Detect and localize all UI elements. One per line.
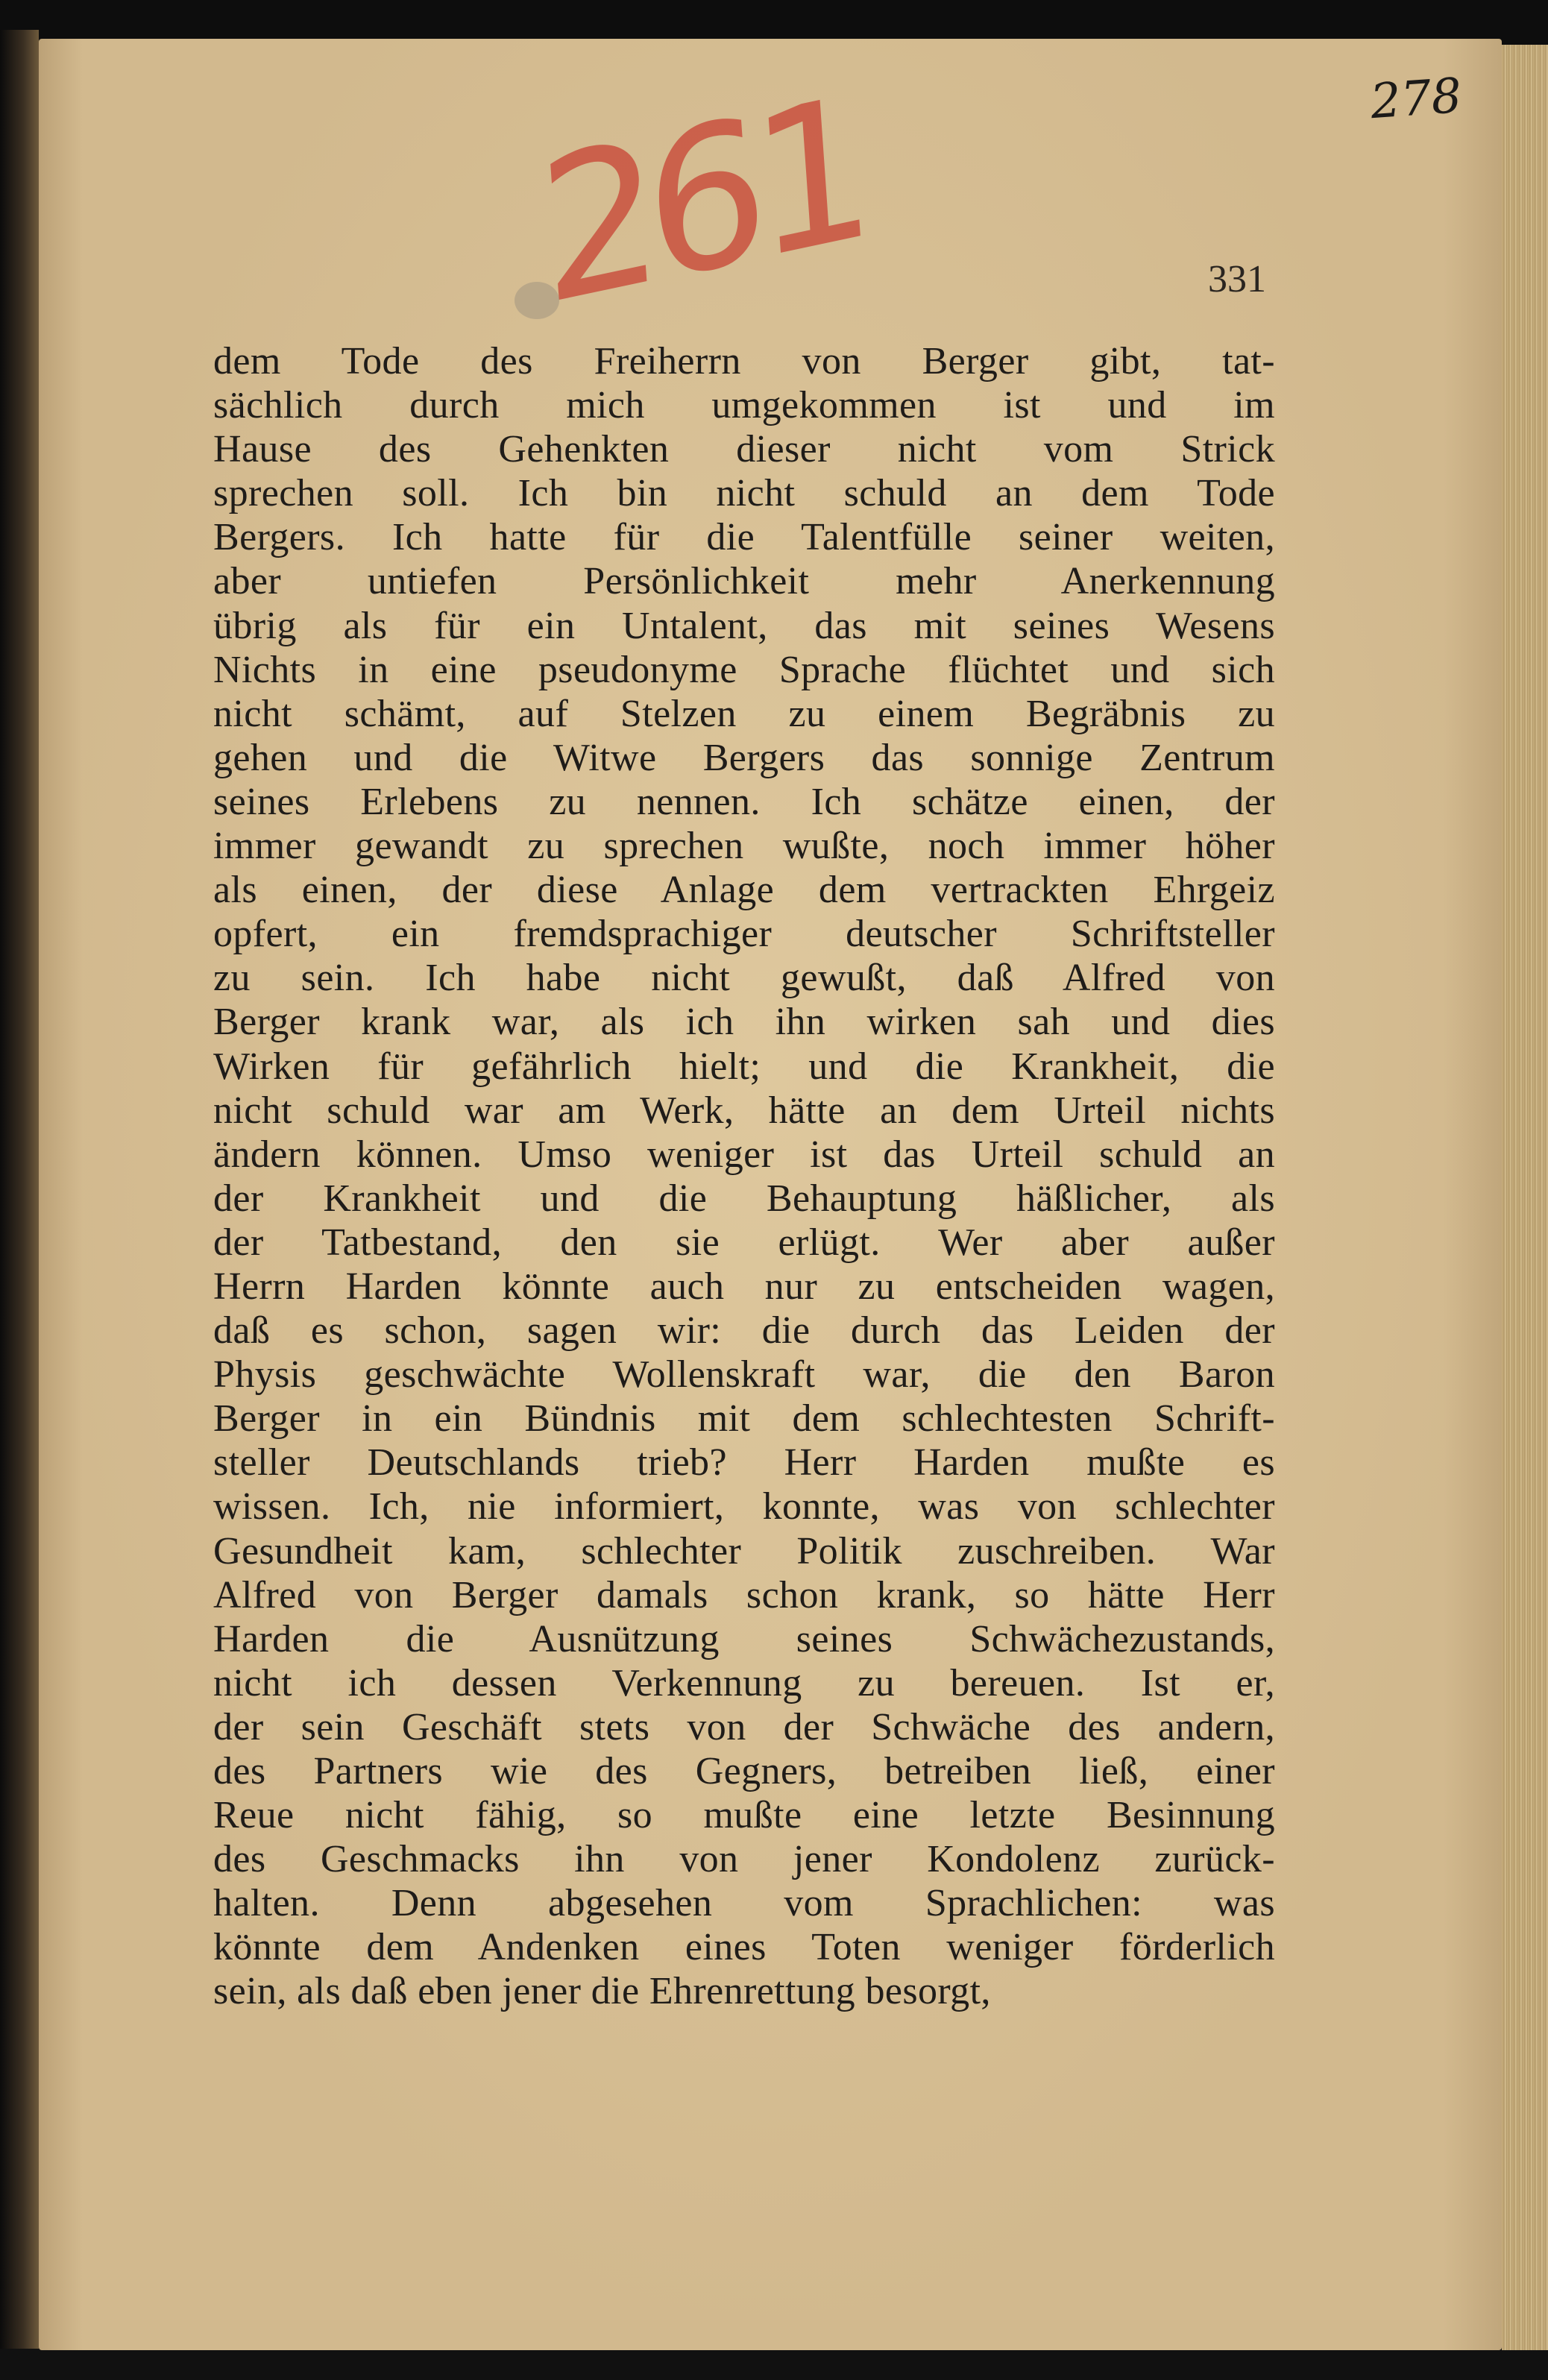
text-line: sein, als daß eben jener die Ehrenrettung besorgt, — [213, 1970, 991, 2013]
body-text — [213, 339, 1275, 2014]
text-line: gehen und die Witwe Bergers das sonnige Zentrum — [213, 736, 1275, 779]
text-line: nicht ich dessen Verkennung zu bereuen. Ist er, — [213, 1661, 1275, 1704]
text-line: steller Deutschlands trieb? Herr Harden mußte es — [213, 1441, 1275, 1485]
text-line: ändern können. Umso weniger ist das Urteil schuld an — [213, 1133, 1275, 1176]
text-line: Gesundheit kam, schlechter Politik zuschreiben. War — [213, 1529, 1275, 1572]
text-line: könnte dem Andenken eines Toten weniger förderlich — [213, 1926, 1275, 1969]
text-line: nicht schämt, auf Stelzen zu einem Begräbnis zu — [213, 692, 1275, 735]
page-stain — [515, 282, 559, 319]
text-line: Nichts in eine pseudonyme Sprache flüchtet und sich — [213, 648, 1275, 691]
text-line: Berger krank war, als ich ihn wirken sah und dies — [213, 1001, 1275, 1044]
text-line: Bergers. Ich hatte für die Talentfülle seiner weiten, — [213, 516, 1275, 559]
text-line: der Tatbestand, den sie erlügt. Wer aber außer — [213, 1221, 1275, 1264]
text-line: zu sein. Ich habe nicht gewußt, daß Alfred von — [213, 957, 1275, 1000]
text-line: halten. Denn abgesehen vom Sprachlichen: was — [213, 1882, 1275, 1925]
text-line: Physis geschwächte Wollenskraft war, die den Baron — [213, 1353, 1275, 1397]
text-line: wissen. Ich, nie informiert, konnte, was von schlechter — [213, 1485, 1275, 1529]
text-line: Hause des Gehenkten dieser nicht vom Strick — [213, 428, 1275, 471]
text-line: immer gewandt zu sprechen wußte, noch immer höher — [213, 825, 1275, 868]
red-handwritten-number: 261 — [532, 54, 867, 350]
text-line: opfert, ein fremdsprachiger deutscher Schriftsteller — [213, 913, 1275, 956]
handwritten-folio-number: 278 — [1368, 68, 1464, 130]
text-line: dem Tode des Freiherrn von Berger gibt, tat- — [213, 340, 1275, 382]
page-number: 331 — [1208, 258, 1266, 300]
text-line: des Geschmacks ihn von jener Kondolenz zurück- — [213, 1838, 1275, 1881]
text-line: Harden die Ausnützung seines Schwächezustands, — [213, 1617, 1275, 1660]
scan-bottom-border — [0, 2350, 1548, 2380]
text-line: als einen, der diese Anlage dem vertrackten Ehrgeiz — [213, 869, 1275, 912]
text-line: sächlich durch mich umgekommen ist und im — [213, 384, 1275, 427]
text-line: Alfred von Berger damals schon krank, so hätte Herr — [213, 1573, 1275, 1616]
text-line: sprechen soll. Ich bin nicht schuld an dem Tode — [213, 472, 1275, 515]
text-line: des Partners wie des Gegners, betreiben ließ, einer — [213, 1750, 1275, 1792]
book-gutter — [0, 30, 39, 2349]
text-line: der Krankheit und die Behauptung häßlicher, als — [213, 1177, 1275, 1220]
text-line: Herrn Harden könnte auch nur zu entscheiden wagen, — [213, 1265, 1275, 1308]
text-line: nicht schuld war am Werk, hätte an dem Urteil nichts — [213, 1089, 1275, 1132]
text-line: aber untiefen Persönlichkeit mehr Anerkennung — [213, 560, 1275, 603]
text-line: übrig als für ein Untalent, das mit seines Wesens — [213, 604, 1275, 647]
text-line: Berger in ein Bündnis mit dem schlechtesten Schrift- — [213, 1397, 1275, 1441]
text-line: der sein Geschäft stets von der Schwäche des andern, — [213, 1705, 1275, 1748]
text-line: seines Erlebens zu nennen. Ich schätze einen, der — [213, 780, 1275, 823]
page-fore-edge — [1502, 45, 1548, 2350]
text-line: Wirken für gefährlich hielt; und die Krankheit, die — [213, 1045, 1275, 1088]
scan-top-border — [0, 0, 1548, 45]
text-line: Reue nicht fähig, so mußte eine letzte Besinnung — [213, 1794, 1275, 1837]
text-line: daß es schon, sagen wir: die durch das Leiden der — [213, 1309, 1275, 1353]
